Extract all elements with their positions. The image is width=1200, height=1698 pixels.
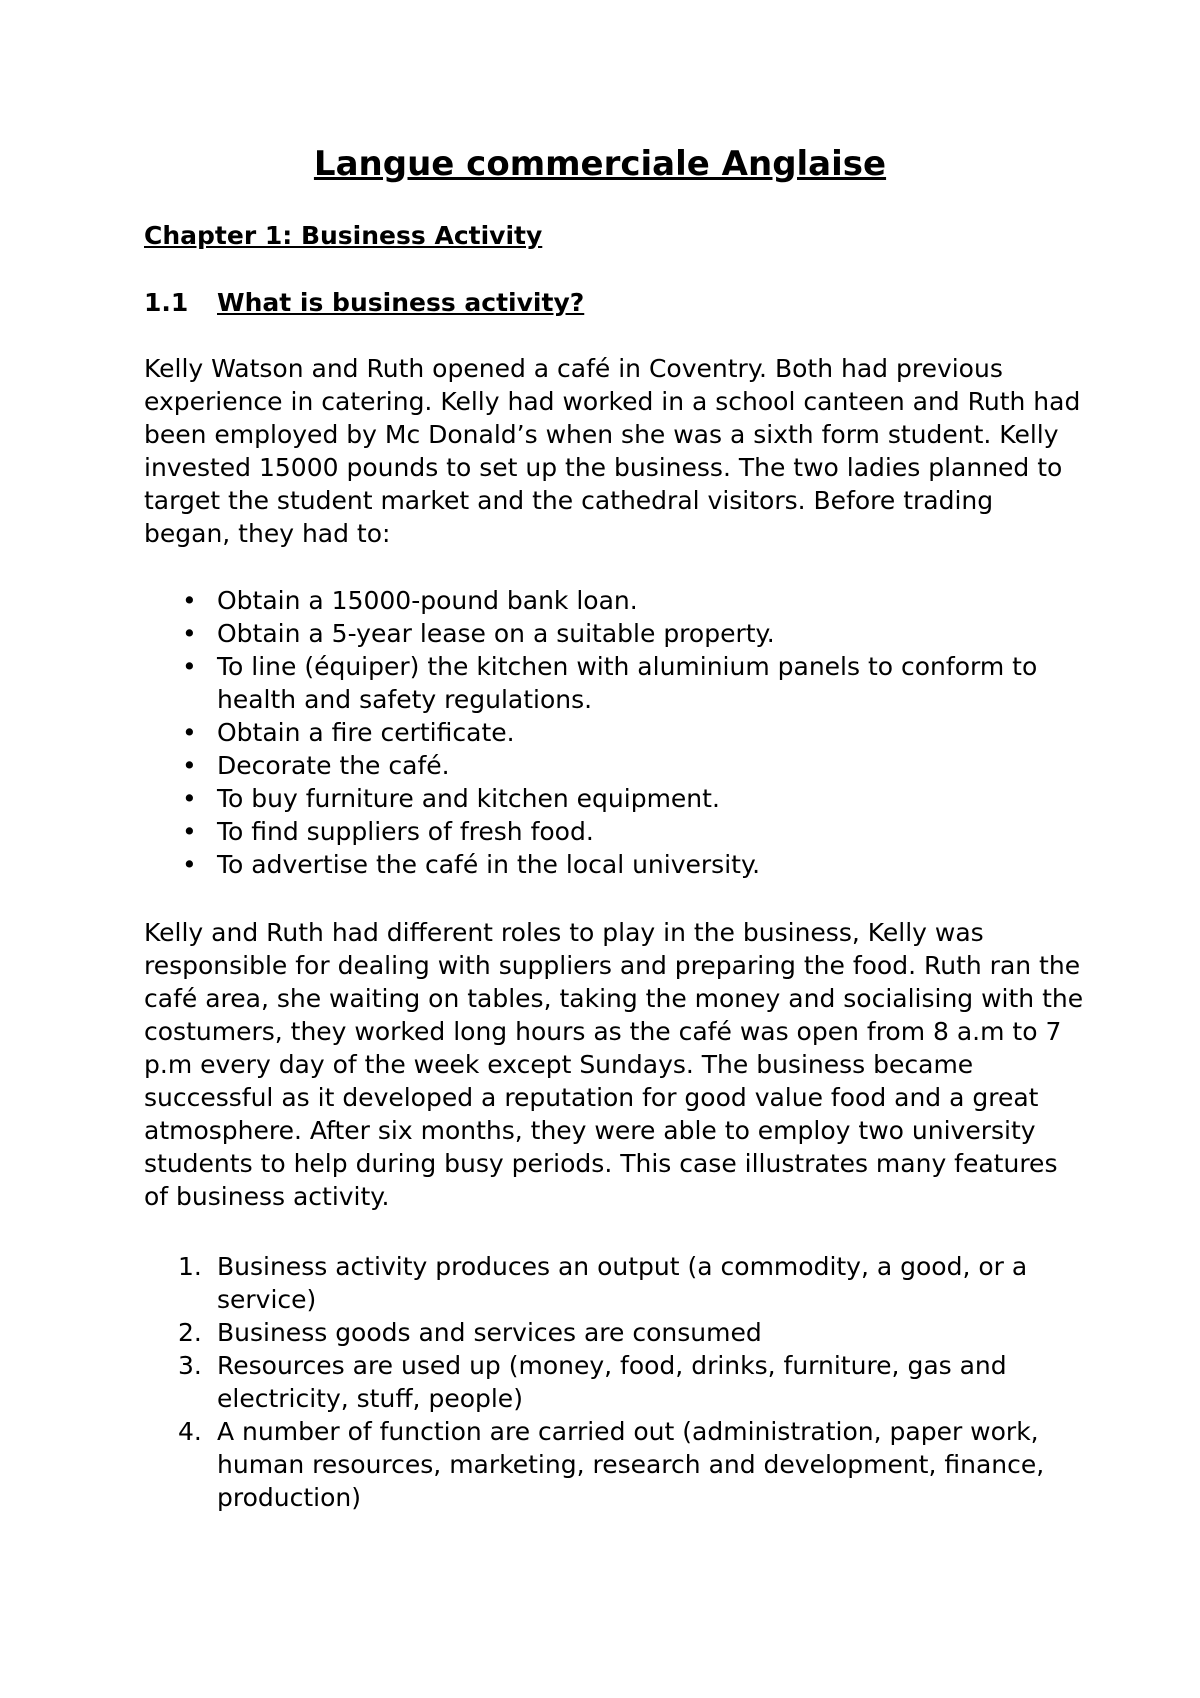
list-number: 1. xyxy=(178,1252,202,1281)
bullet-icon: • xyxy=(182,718,197,747)
numbered-list xyxy=(144,1250,1084,1514)
bullet-icon: • xyxy=(182,784,197,813)
list-item: 2. Business goods and services are consumed xyxy=(144,1316,1084,1349)
list-item: • To advertise the café in the local university. xyxy=(144,848,1084,881)
list-item: • To buy furniture and kitchen equipment. xyxy=(144,782,1084,815)
section-number: 1.1 xyxy=(144,288,189,317)
bullet-icon: • xyxy=(182,586,197,615)
list-item: • To line (équiper) the kitchen with aluminium panels to conform to health and safety regulations. xyxy=(144,650,1084,716)
list-number: 3. xyxy=(178,1351,202,1380)
list-item: 3. Resources are used up (money, food, drinks, furniture, gas and electricity, stuff, people) xyxy=(144,1349,1084,1415)
list-item: • To find suppliers of fresh food. xyxy=(144,815,1084,848)
intro-paragraph: Kelly Watson and Ruth opened a café in Coventry. Both had previous experience in catering. Kelly had worked in a school canteen and Ruth had been employed by Mc Donald’s when she was a sixth form student. Kelly invested 15000 pounds to set up the business. The two ladies planned to target the student market and the cathedral visitors. Before trading began, they had to: xyxy=(144,354,1081,548)
list-item: 4. A number of function are carried out (administration, paper work, human resources, marketing, research and development, finance, production) xyxy=(144,1415,1084,1514)
list-number: 4. xyxy=(178,1417,202,1446)
bullet-icon: • xyxy=(182,850,197,879)
section-title: What is business activity? xyxy=(217,288,585,317)
bullet-icon: • xyxy=(182,652,197,681)
roles-paragraph: Kelly and Ruth had different roles to play in the business, Kelly was responsible for dealing with suppliers and preparing the food. Ruth ran the café area, she waiting on tables, taking the money and socialising with the costumers, they worked long hours as the café was open from 8 a.m to 7 p.m every day of the week except Sundays. The business became successful as it developed a reputation for good value food and a great atmosphere. After six months, they were able to employ two university students to help during busy periods. This case illustrates many features of business activity. xyxy=(144,918,1084,1211)
chapter-heading: Chapter 1: Business Activity xyxy=(144,221,543,250)
document-title: Langue commerciale Anglaise xyxy=(313,144,887,184)
list-number: 2. xyxy=(178,1318,202,1347)
list-item: • Obtain a 5-year lease on a suitable property. xyxy=(144,617,1084,650)
bullet-icon: • xyxy=(182,817,197,846)
section-heading xyxy=(144,286,584,320)
list-item: • Obtain a fire certificate. xyxy=(144,716,1084,749)
list-item: • Obtain a 15000-pound bank loan. xyxy=(144,584,1084,617)
bullet-list xyxy=(144,584,1084,881)
list-item: 1. Business activity produces an output (a commodity, a good, or a service) xyxy=(144,1250,1084,1316)
bullet-icon: • xyxy=(182,619,197,648)
bullet-icon: • xyxy=(182,751,197,780)
list-item: • Decorate the café. xyxy=(144,749,1084,782)
